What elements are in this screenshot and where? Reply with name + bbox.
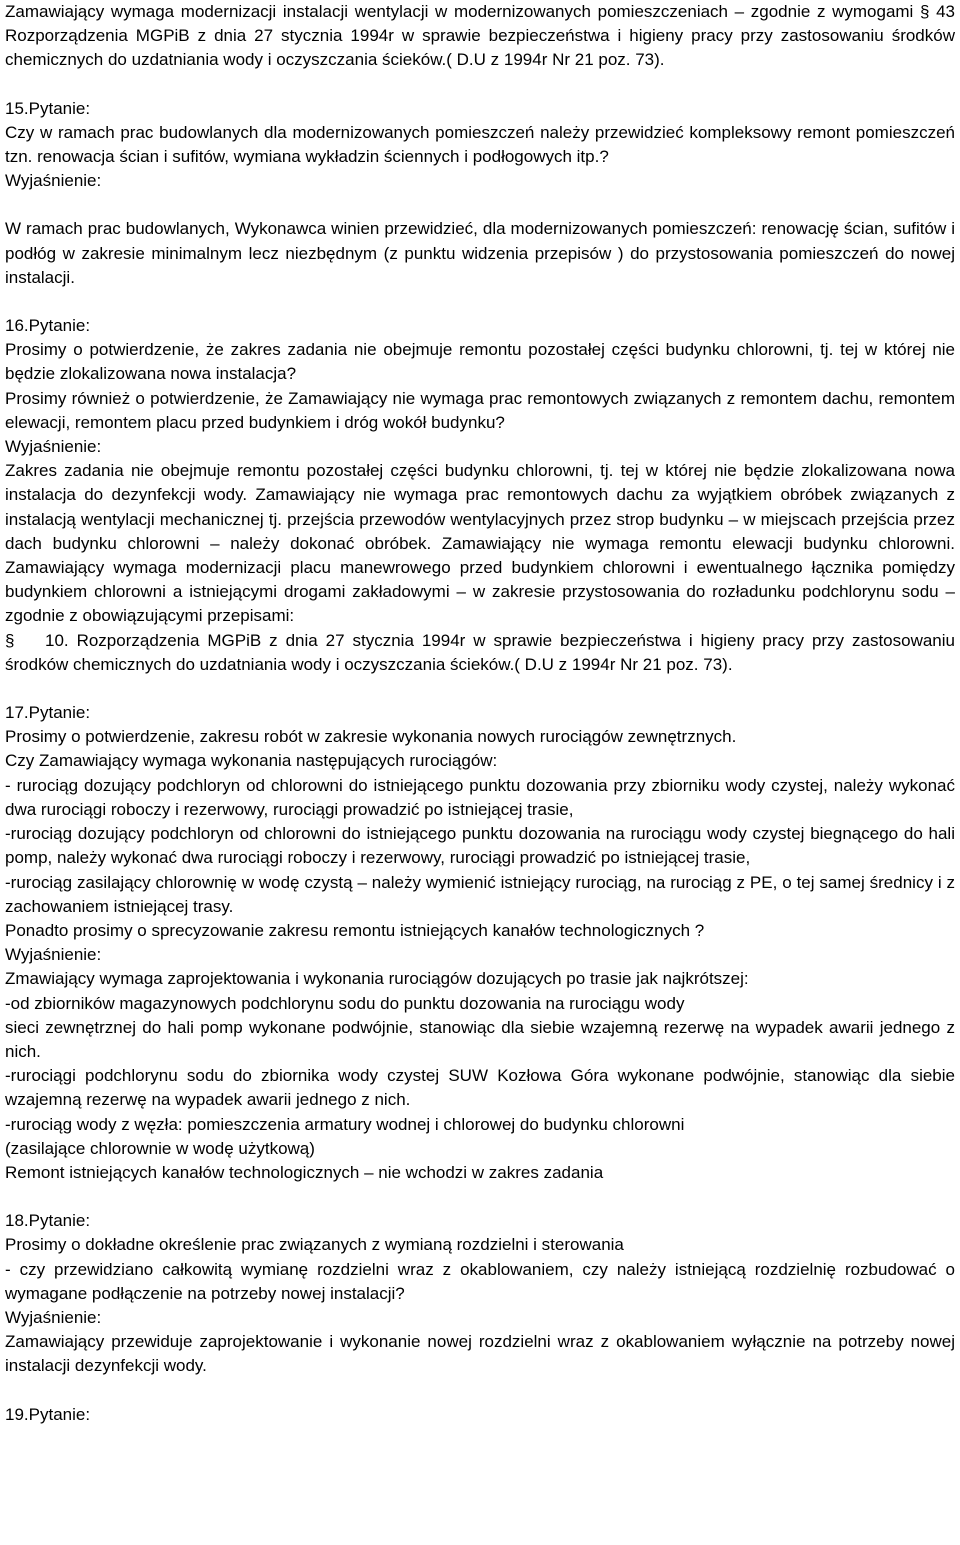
question-label: Pytanie: [28, 1404, 91, 1424]
answer-16-reference-text: 10. Rozporządzenia MGPiB z dnia 27 stycznia 1994r w sprawie bezpieczeństwa i higieny pracy przy zastosowaniu środków chemicznych do uzdatniania wody i oczyszczania ścieków.( D.U z 1994r Nr 21 poz. 73). [5, 630, 955, 674]
question-17-line: Prosimy o potwierdzenie, zakresu robót w zakresie wykonania nowych rurociągów zewnętrznych. [5, 727, 737, 747]
answer-17-line: -rurociągi podchlorynu sodu do zbiornika wody czystej SUW Kozłowa Góra wykonane podwójnie, stanowiąc dla siebie wzajemną rezerwę na wypadek awarii jednego z nich. [5, 1066, 955, 1110]
answer-16-reference [5, 629, 955, 677]
answer-15-label: Wyjaśnienie: [5, 171, 102, 191]
question-label: Pytanie: [28, 703, 91, 723]
question-number: 15. [5, 98, 29, 118]
spacer [5, 73, 955, 97]
answer-17-line: Zmawiający wymaga zaprojektowania i wykonania rurociągów dozujących po trasie jak najkrótszej: [5, 969, 749, 989]
answer-16-text: Zakres zadania nie obejmuje remontu pozostałej części budynku chlorowni, tj. tej w której nie będzie zlokalizowana nowa instalacja do dezynfekcji wody. Zamawiający nie wymaga prac remontowych dachu za wyjątkiem obróbek związanych z instalacją wentylacji mechanicznej tj. przejścia przewodów wentylacyjnych przez strop budynku – w miejscach przejścia przez dach budynku chlorowni – należy dokonać obróbek. Zamawiający nie wymaga remontu elewacji budynku chlorowni. Zamawiający wymaga modernizacji placu manewrowego przed budynkiem chlorowni i ewentualnego łącznika pomiędzy budynkiem chlorowni a istniejącymi drogami zakładowymi – w zakresie przystosowania do rozładunku podchlorynu sodu – zgodnie z obowiązującymi przepisami: [5, 461, 955, 626]
answer-17-line: -od zbiorników magazynowych podchlorynu sodu do punktu dozowania na rurociągu wody [5, 993, 685, 1013]
question-19-heading [5, 1403, 955, 1427]
answer-17-line: (zasilające chlorownie w wodę użytkową) [5, 1138, 315, 1158]
question-number: 19. [5, 1404, 29, 1424]
question-16-text-1: Prosimy o potwierdzenie, że zakres zadania nie obejmuje remontu pozostałej części budynku chlorowni, tj. tej w której nie będzie zlokalizowana nowa instalacja? [5, 340, 955, 384]
question-18-line: - czy przewidziano całkowitą wymianę rozdzielni wraz z okablowaniem, czy należy istniejącą rozdzielnię rozbudować o wymagane podłączenie na potrzeby nowej instalacji? [5, 1259, 955, 1303]
spacer [5, 677, 955, 701]
question-17-line: - rurociąg dozujący podchloryn od chlorowni do istniejącego punktu dozowania przy zbiorniku wody czystej, należy wykonać dwa rurociągi roboczy i rezerwowy, rurociągi prowadzić po istniejącej trasie, [5, 775, 955, 819]
question-17-line: -rurociąg dozujący podchloryn od chlorowni do istniejącego punktu dozowania na rurociągu wody czystej biegnącego do hali pomp, należy wykonać dwa rurociągi roboczy i rezerwowy, rurociągi prowadzić po istniejącej trasie, [5, 824, 955, 868]
answer-17-line: sieci zewnętrznej do hali pomp wykonane podwójnie, stanowiąc dla siebie wzajemną rezerwę na wypadek awarii jednego z nich. [5, 1017, 955, 1061]
question-15-heading [5, 97, 955, 121]
question-17-heading [5, 701, 955, 725]
spacer [5, 290, 955, 314]
question-17-line: -rurociąg zasilający chlorownię w wodę czystą – należy wymienić istniejący rurociąg, na rurociąg z PE, o tej samej średnicy i z zachowaniem istniejącej trasy. [5, 872, 955, 916]
question-16-text-2: Prosimy również o potwierdzenie, że Zamawiający nie wymaga prac remontowych związanych z remontem dachu, remontem elewacji, remontem placu przed budynkiem i dróg wokół budynku? [5, 388, 955, 432]
spacer [5, 1379, 955, 1403]
question-18-line: Prosimy o dokładne określenie prac związanych z wymianą rozdzielni i sterowania [5, 1235, 624, 1255]
question-label: Pytanie: [28, 1211, 91, 1231]
intro-paragraph: Zamawiający wymaga modernizacji instalacji wentylacji w modernizowanych pomieszczeniach – zgodnie z wymogami § 43 Rozporządzenia MGPiB z dnia 27 stycznia 1994r w sprawie bezpieczeństwa i higieny pracy przy zastosowaniu środków chemicznych do uzdatniania wody i oczyszczania ścieków.( D.U z 1994r Nr 21 poz. 73). [5, 2, 955, 70]
question-number: 16. [5, 316, 29, 336]
question-label: Pytanie: [28, 98, 91, 118]
spacer [5, 193, 955, 217]
answer-17-line: Remont istniejących kanałów technologicznych – nie wchodzi w zakres zadania [5, 1162, 604, 1182]
answer-15-text: W ramach prac budowlanych, Wykonawca winien przewidzieć, dla modernizowanych pomieszczeń: renowację ścian, sufitów i podłóg w zakresie minimalnym lecz niezbędnym (z punktu widzenia przepisów ) do przystosowania pomieszczeń do nowej instalacji. [5, 219, 955, 287]
section-symbol: § [5, 630, 15, 650]
question-number: 18. [5, 1211, 29, 1231]
question-17-line: Czy Zamawiający wymaga wykonania następujących rurociągów: [5, 751, 498, 771]
question-16-heading [5, 314, 955, 338]
answer-17-label: Wyjaśnienie: [5, 945, 102, 965]
answer-17-line: -rurociąg wody z węzła: pomieszczenia armatury wodnej i chlorowej do budynku chlorowni [5, 1114, 685, 1134]
question-15-text: Czy w ramach prac budowlanych dla modernizowanych pomieszczeń należy przewidzieć kompleksowy remont pomieszczeń tzn. renowacja ścian i sufitów, wymiana wykładzin ściennych i podłogowych itp.? [5, 122, 955, 167]
question-17-line: Ponadto prosimy o sprecyzowanie zakresu remontu istniejących kanałów technologicznych ? [5, 920, 705, 940]
answer-16-label: Wyjaśnienie: [5, 437, 102, 457]
spacer [5, 1185, 955, 1209]
question-number: 17. [5, 703, 29, 723]
question-label: Pytanie: [28, 316, 91, 336]
answer-18-label: Wyjaśnienie: [5, 1307, 102, 1327]
question-18-heading [5, 1209, 955, 1233]
answer-18-text: Zamawiający przewiduje zaprojektowanie i wykonanie nowej rozdzielni wraz z okablowaniem wyłącznie na potrzeby nowej instalacji dezynfekcji wody. [5, 1332, 955, 1376]
